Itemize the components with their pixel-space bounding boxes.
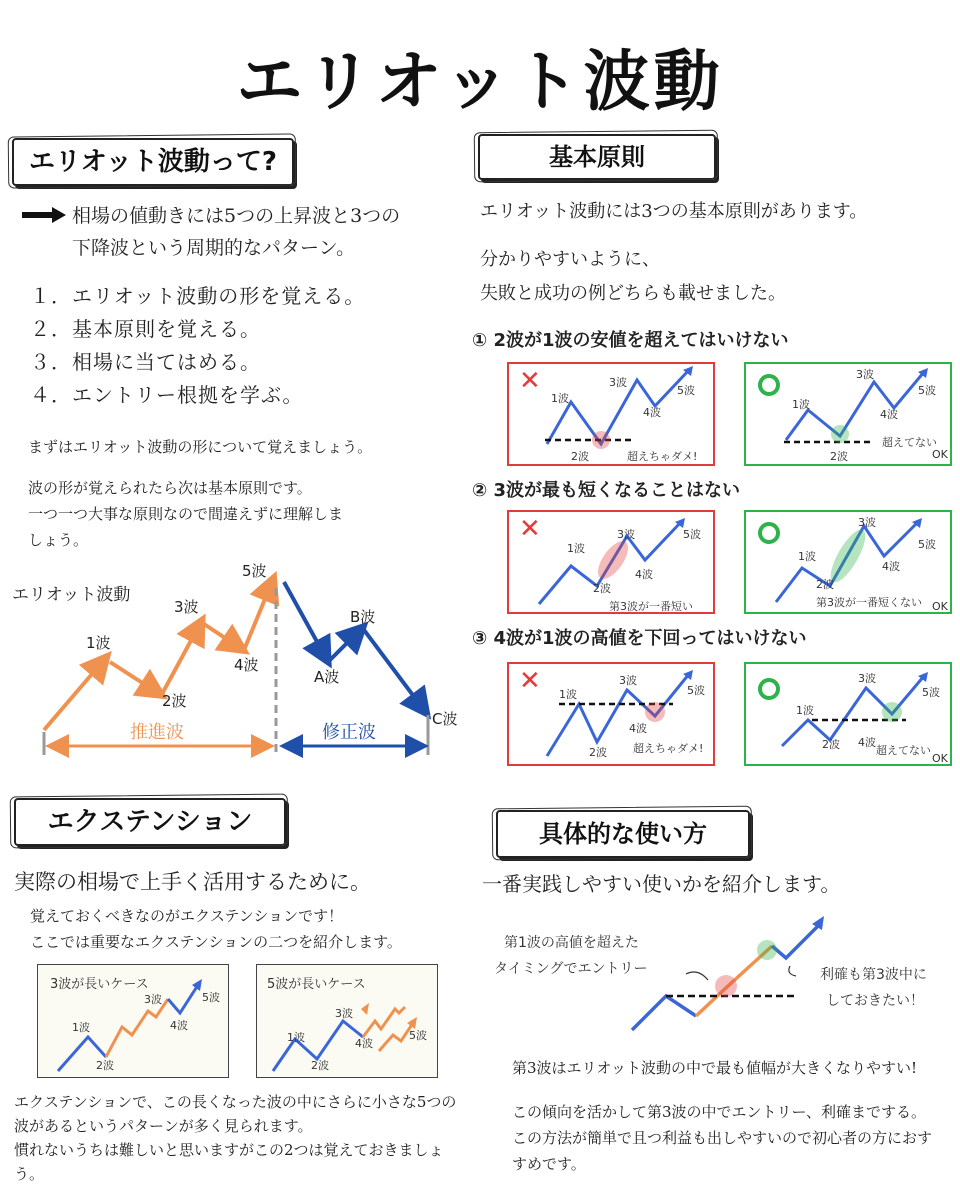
note-principles-1: 波の形が覚えられたら次は基本原則です。 bbox=[28, 479, 312, 497]
rule-3-good-panel bbox=[744, 662, 952, 766]
case-3rd-long-panel bbox=[37, 964, 229, 1078]
c2-l4: 4波 bbox=[355, 1037, 373, 1050]
rule-2-title: ② 3波が最も短くなることはない bbox=[472, 480, 741, 501]
extension-foot-2: 波があるというパターンが多く見られます。 bbox=[14, 1117, 313, 1135]
r3b-l2: 2波 bbox=[589, 746, 607, 759]
r1b-l4: 4波 bbox=[643, 406, 661, 419]
good-mark bbox=[758, 522, 780, 544]
r1g-l1: 1波 bbox=[792, 398, 810, 411]
intro-line-2: 下降波という周期的なパターン。 bbox=[72, 237, 356, 259]
r2g-l3: 3波 bbox=[858, 516, 876, 529]
r2g-ok: OK bbox=[932, 600, 948, 613]
page-title: エリオット波動 bbox=[236, 43, 724, 120]
r1b-l2: 2波 bbox=[571, 450, 589, 463]
r3b-l3: 3波 bbox=[619, 674, 637, 687]
r3b-l4: 4波 bbox=[629, 722, 647, 735]
label-5: 5波 bbox=[242, 562, 267, 580]
r1b-note: 超えちゃダメ! bbox=[627, 450, 698, 463]
usage-note-1: 第3波はエリオット波動の中で最も値幅が大きくなりやすい! bbox=[512, 1059, 917, 1077]
label-3: 3波 bbox=[174, 598, 199, 616]
r3g-l1: 1波 bbox=[796, 704, 814, 717]
usage-note-3: この方法が簡単で且つ利益も出しやすいので初心者の方におす bbox=[512, 1129, 933, 1147]
correction-label: 修正波 bbox=[322, 722, 376, 743]
r3g-l5: 5波 bbox=[922, 686, 940, 699]
heading-what-is bbox=[12, 138, 294, 186]
r3g-l4: 4波 bbox=[858, 736, 876, 749]
note-principles-3: しょう。 bbox=[28, 531, 89, 549]
r2g-l1: 1波 bbox=[798, 550, 816, 563]
c2-l2: 2波 bbox=[311, 1059, 329, 1072]
r1b-l1: 1波 bbox=[551, 392, 569, 405]
wave-diagram bbox=[0, 560, 470, 770]
heading-principles bbox=[478, 134, 716, 180]
bad-mark: ✕ bbox=[519, 514, 541, 544]
wave-b bbox=[330, 630, 360, 660]
c1-l1: 1波 bbox=[72, 1021, 90, 1034]
extension-foot-4: う。 bbox=[14, 1165, 45, 1183]
r1g-ok: OK bbox=[932, 448, 948, 461]
rule-1-good-panel bbox=[744, 362, 952, 466]
r2b-l2: 2波 bbox=[593, 582, 611, 595]
label-c: C波 bbox=[432, 710, 458, 728]
profit-note-2: しておきたい！ bbox=[826, 993, 924, 1009]
wave-2 bbox=[110, 662, 158, 693]
c2-l3: 3波 bbox=[335, 1007, 353, 1020]
wave-diagram-title: エリオット波動 bbox=[12, 585, 131, 605]
extension-foot-3: 慣れないうちは難しいと思いますがこの2つは覚えておきましょ bbox=[14, 1141, 444, 1159]
r2b-l1: 1波 bbox=[567, 542, 585, 555]
step-3: ３．相場に当てはめる。 bbox=[30, 350, 261, 374]
extension-note-1: 覚えておくべきなのがエクステンションです！ bbox=[30, 907, 344, 925]
r2b-l3: 3波 bbox=[617, 528, 635, 541]
step-4: ４．エントリー根拠を学ぶ。 bbox=[30, 383, 304, 407]
entry-note-1: 第1波の高値を超えた bbox=[504, 935, 639, 951]
r2b-l5: 5波 bbox=[683, 528, 701, 541]
r3g-ok: OK bbox=[932, 752, 948, 765]
profit-note-1: 利確も第3波中に bbox=[820, 967, 927, 983]
wave-3 bbox=[162, 624, 200, 694]
usage-lead: 一番実践しやすい使いかを紹介します。 bbox=[482, 872, 841, 896]
heading-extension-text: エクステンション bbox=[47, 807, 253, 837]
r1g-l3: 3波 bbox=[856, 368, 874, 381]
principles-line-2: 分かりやすいように、 bbox=[480, 249, 660, 270]
r2g-note: 第3波が一番短くない bbox=[816, 596, 922, 609]
c2-l1: 1波 bbox=[287, 1031, 305, 1044]
label-a: A波 bbox=[314, 668, 340, 686]
usage-diagram bbox=[490, 910, 960, 1050]
r1g-l5: 5波 bbox=[918, 384, 936, 397]
bad-mark: ✕ bbox=[519, 366, 541, 396]
c1-l5: 5波 bbox=[202, 991, 220, 1004]
extension-lead: 実際の相場で上手く活用するために。 bbox=[14, 870, 371, 894]
r1g-l2: 2波 bbox=[830, 450, 848, 463]
r3b-l5: 5波 bbox=[687, 684, 705, 697]
heading-what-is-text: エリオット波動って? bbox=[28, 147, 278, 177]
r2b-note: 第3波が一番短い bbox=[609, 600, 693, 613]
arrow-right-icon bbox=[20, 205, 68, 229]
note-principles-2: 一つ一つ大事な原則なので間違えずに理解しま bbox=[28, 505, 344, 523]
heading-usage-text: 具体的な使い方 bbox=[539, 820, 707, 848]
principles-line-1: エリオット波動には3つの基本原則があります。 bbox=[480, 201, 868, 222]
c1-l4: 4波 bbox=[170, 1019, 188, 1032]
r1g-l4: 4波 bbox=[880, 408, 898, 421]
step-2: ２．基本原則を覚える。 bbox=[30, 317, 261, 341]
r2b-l4: 4波 bbox=[635, 568, 653, 581]
rule-3-title: ③ 4波が1波の高値を下回ってはいけない bbox=[472, 628, 807, 649]
wave-4 bbox=[204, 624, 240, 648]
rule-3-bad-panel bbox=[507, 662, 715, 766]
r1b-l3: 3波 bbox=[609, 376, 627, 389]
entry-note-2: タイミングでエントリー bbox=[494, 961, 648, 977]
label-2: 2波 bbox=[162, 692, 187, 710]
c1-l2: 2波 bbox=[96, 1059, 114, 1072]
intro-line-1: 相場の値動きには5つの上昇波と3つの bbox=[72, 205, 401, 227]
r3b-note: 超えちゃダメ! bbox=[633, 742, 704, 755]
rule-1-bad-panel bbox=[507, 362, 715, 466]
wave-5 bbox=[244, 582, 272, 650]
c1-l3: 3波 bbox=[144, 993, 162, 1006]
label-4: 4波 bbox=[234, 656, 259, 674]
heading-extension bbox=[14, 798, 286, 846]
heading-principles-text: 基本原則 bbox=[549, 143, 645, 171]
case1-title: 3波が長いケース bbox=[50, 977, 149, 992]
r3g-note: 超えてない bbox=[876, 744, 931, 757]
rule-1-title: ① 2波が1波の安値を超えてはいけない bbox=[472, 330, 789, 351]
case-5th-long-panel bbox=[256, 964, 438, 1078]
label-b: B波 bbox=[350, 608, 376, 626]
r3g-l2: 2波 bbox=[822, 738, 840, 751]
extension-foot-1: エクステンションで、この長くなった波の中にさらに小さな5つの bbox=[14, 1093, 457, 1111]
r3b-l1: 1波 bbox=[559, 688, 577, 701]
good-mark bbox=[758, 374, 780, 396]
rule-2-good-panel bbox=[744, 510, 952, 614]
r3g-l3: 3波 bbox=[858, 672, 876, 685]
impulse-label: 推進波 bbox=[130, 722, 184, 743]
good-mark bbox=[758, 678, 780, 700]
case2-title: 5波が長いケース bbox=[267, 977, 366, 992]
r1g-note: 超えてない bbox=[882, 436, 937, 449]
wave-c bbox=[364, 630, 424, 710]
label-1: 1波 bbox=[86, 634, 111, 652]
bad-mark: ✕ bbox=[519, 666, 541, 696]
step-1: １．エリオット波動の形を覚える。 bbox=[30, 284, 366, 308]
usage-note-2: この傾向を活かして第3波の中でエントリー、利確までする。 bbox=[512, 1103, 926, 1121]
wave-1 bbox=[44, 660, 104, 730]
principles-line-3: 失敗と成功の例どちらも載せました。 bbox=[480, 283, 786, 304]
r2g-l2: 2波 bbox=[816, 578, 834, 591]
rule-2-bad-panel bbox=[507, 510, 715, 614]
usage-note-4: すめです。 bbox=[512, 1155, 586, 1173]
extension-note-2: ここでは重要なエクステンションの二つを紹介します。 bbox=[30, 933, 402, 951]
r1b-l5: 5波 bbox=[677, 384, 695, 397]
wave-a bbox=[284, 582, 326, 658]
r2g-l4: 4波 bbox=[882, 560, 900, 573]
r2g-l5: 5波 bbox=[918, 538, 936, 551]
heading-usage bbox=[496, 810, 750, 858]
c2-l5: 5波 bbox=[409, 1029, 427, 1042]
note-shape: まずはエリオット波動の形について覚えましょう。 bbox=[28, 438, 373, 456]
